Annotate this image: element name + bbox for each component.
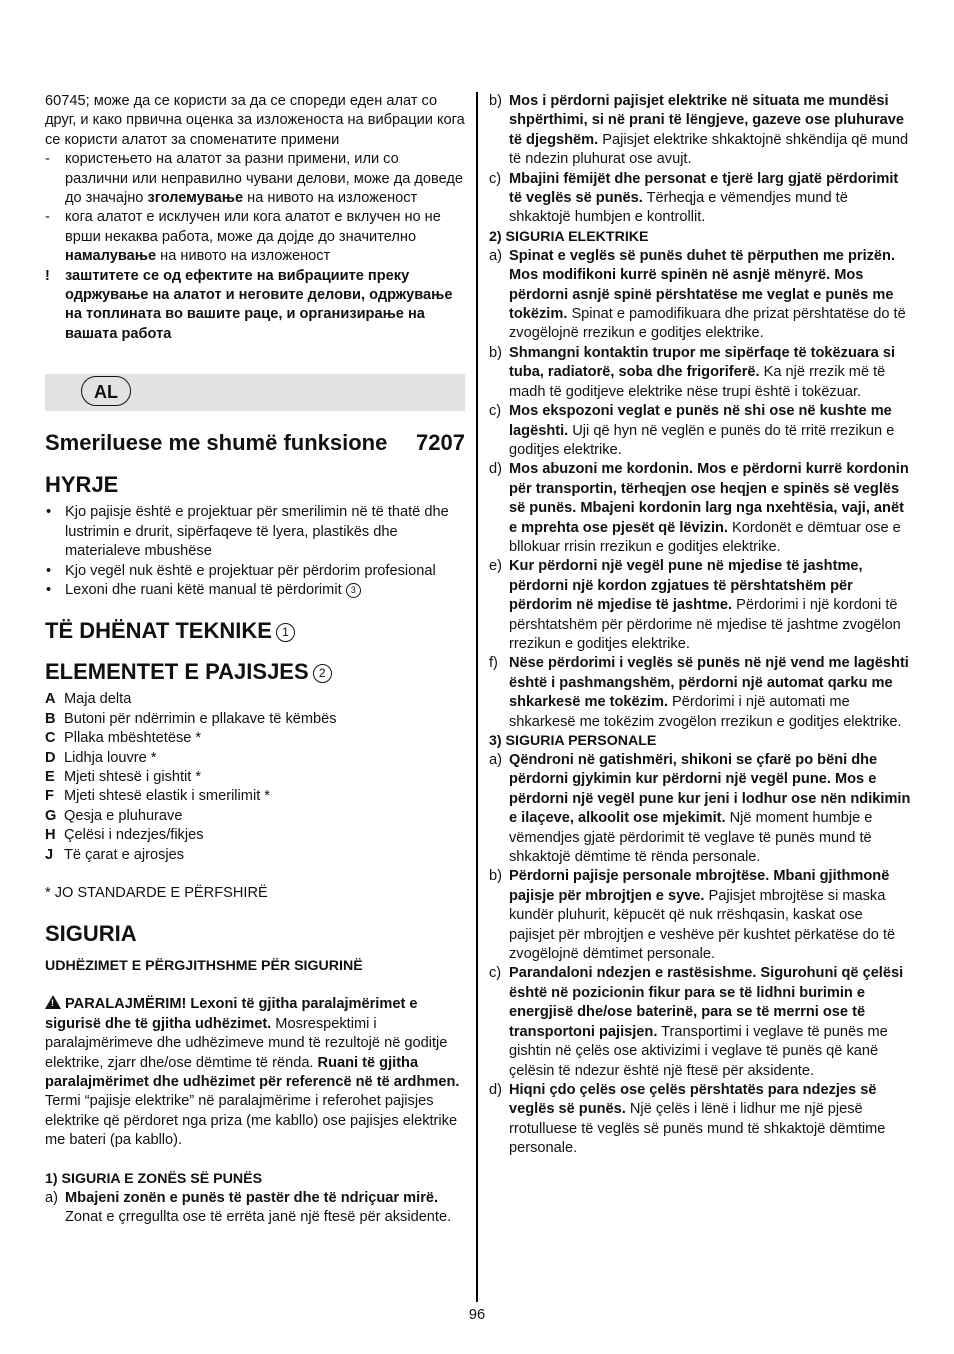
safety-items-2	[489, 247, 911, 732]
intro-bullets	[45, 503, 465, 600]
figure-ref-2: 2	[313, 664, 332, 683]
heading-elements: ELEMENTET E PAJISJES 2	[45, 658, 465, 686]
warning-paragraph: ! PARALAJMËRIM! Lexoni të gjitha paralajmërimet e sigurisë dhe të gjitha udhëzimet. Mosrespektimi i paralajmërimeve dhe udhëzimeve mund të rezultojë në goditje elektrike, zjarr dhe/ose dëmtime të rënda. Ruani të gjitha paralajmërimet dhe udhëzimet për referencë në të ardhmen. Termi “pajisje elektrike” në paralajmërime i referohet pajisjes elektrike që përdoret nga priza (me kabllo) ose pajisjes elektrike me bateri (pa kabllo).	[45, 996, 460, 1149]
parts-list	[45, 690, 465, 865]
product-title: Smeriluese me shumë funksione	[45, 430, 388, 456]
list-item: • Kjo pajisje është e projektuar për smerilimin në të thatë dhe lustrimin e drurit, sipërfaqeve të lyera, plastikës dhe materialeve mbushëse	[46, 504, 449, 560]
figure-ref-3: 3	[346, 583, 361, 598]
part-item: D Lidhja louvre *	[45, 749, 157, 766]
heading-technical-data: TË DHËNAT TEKNIKE 1	[45, 617, 465, 645]
section-personal: 3) SIGURIA PERSONALE	[489, 733, 657, 749]
part-item: E Mjeti shtesë i gishtit *	[45, 768, 202, 785]
list-item: b) Mos i përdorni pajisjet elektrike në situata me mundësi shpërthimi, si në prani të lëngjeve, gazeve ose pluhurave të djegshëm. Pajisjet elektrike shkaktojnë shkëndija që mund të ndezin pluhurat ose avujt.	[489, 93, 909, 168]
list-item: c) Mos ekspozoni veglat e punës në shi ose në kushte me lagështi. Uji që hyn në veglën e punës do të rritë rrezikun e goditjes elektrike.	[489, 403, 895, 458]
heading-hyrje: HYRJE	[45, 472, 119, 498]
right-column	[489, 92, 911, 1159]
left-column	[45, 92, 465, 1227]
model-number: 7207	[416, 430, 465, 456]
safety-items-3	[489, 751, 911, 1159]
footnote: * JO STANDARDE E PËRFSHIRË	[45, 884, 268, 901]
language-badge: AL	[81, 376, 131, 406]
part-item: B Butoni për ndërrimin e pllakave të këmbës	[45, 710, 337, 727]
part-item: C Pllaka mbështetëse *	[45, 730, 202, 747]
part-item: A Maja delta	[45, 691, 132, 708]
list-item: f) Nëse përdorimi i veglës së punës në një vend me lagështi është i pashmangshëm, përdorni një automat qarku me shkarkesë me tokëzim. Përdorimi i një automati me shkarkesë me tokëzim zvogëlon rrezikun e goditjes elektrike.	[489, 655, 909, 730]
list-item: c) Mbajini fëmijët dhe personat e tjerë larg gjatë përdorimit të veglës së punës. Tërheqja e vëmendjes mund të shkaktojë humbjen e kontrollit.	[489, 170, 899, 226]
subheading-general-safety: UDHËZIMET E PËRGJITHSHME PËR SIGURINË	[45, 958, 363, 975]
product-title-row	[45, 429, 465, 457]
list-item: b) Përdorni pajisje personale mbrojtëse. Mbani gjithmonë pajisje për mbrojtjen e syve. Pajisjet mbrojtëse si maska kundër pluhurit, këpucët që nuk rrëshqasin, kaskat ose pajisjet për mbrojtjen e veshëve për kushtet përkatëse do të zvogëlojnë dëmtimet personale.	[489, 868, 896, 963]
figure-ref-1: 1	[276, 623, 295, 642]
intro-paragraph: 60745; може да се користи за да се спореди еден алат со друг, и како првична оценка за изложеноста на вибрации кога се користи алатот за споменатите примени	[45, 93, 465, 148]
list-item: • Kjo vegël nuk është e projektuar për përdorim profesional	[46, 562, 436, 579]
warning-triangle-icon: !	[45, 995, 61, 1009]
dash-item: - користењето на алатот за разни примени, или со различни или неправилно чувани делови, може да доведе до значајно зголемување на нивото на изложеност	[45, 151, 464, 207]
part-item: G Qesja e pluhurave	[45, 807, 183, 824]
list-item: a) Spinat e veglës së punës duhet të përputhen me prizën. Mos modifikoni kurrë spinën në asnjë mënyrë. Mos përdorni asnjë spinë përshtatëse me veglat e punës me tokëzim. Spinat e pamodifikuara dhe prizat përshtatëse do të zvogëlojnë rrezikun e goditjes elektrike.	[489, 247, 906, 342]
part-item: F Mjeti shtesë elastik i smerilimit *	[45, 788, 270, 805]
section-electrical: 2) SIGURIA ELEKTRIKE	[489, 228, 649, 245]
list-item: d) Hiqni çdo çelës ose çelës përshtatës para ndezjes së veglës së punës. Një çelës i lënë i lidhur me një pjesë rrotulluese të veglës së punës mund të shkaktojë dëmtime personale.	[489, 1081, 886, 1157]
warning-note: ! заштитете се од ефектите на вибрациите преку одржување на алатот и неговите делови, одржување на топлината во вашите раце, и организирање на вашата работа	[45, 267, 453, 342]
list-item: a) Qëndroni në gatishmëri, shikoni se çfarë po bëni dhe përdorni gjykimin kur përdorni një vegël pune. Mos e përdorni një vegël pune kur jeni i lodhur ose nën ndikimin e ilaçeve, alkoolit ose mjekimit. Një moment humbje e vëmendjes gjatë përdorimit të veglave të punës mund të shkaktojë dëmtime të rënda personale.	[489, 752, 911, 866]
dash-item: - кога алатот е исклучен или кога алатот е вклучен но не врши некаква работа, може да дојде до значително намалување на нивото на изложеност	[45, 209, 441, 265]
list-item: • Lexoni dhe ruani këtë manual të përdorimit 3	[45, 581, 465, 600]
list-item: b) Shmangni kontaktin trupor me sipërfaqe të tokëzuara si tuba, radiatorë, soba dhe frigoriferë. Ka një rrezik më të madh të goditjeve elektrike nëse trupi është i tokëzuar.	[489, 344, 896, 400]
part-item: H Çelësi i ndezjes/fikjes	[45, 827, 204, 844]
section-work-area: 1) SIGURIA E ZONËS SË PUNËS	[45, 1170, 263, 1187]
language-band	[45, 374, 465, 411]
list-item: c) Parandaloni ndezjen e rastësishme. Sigurohuni që çelësi është në pozicionin fikur para se të lidhni burimin e energjisë dhe/ose baterinë, para se të merrni ose të transportoni pajisjen. Transportimi i veglave të punës me gishtin në çelës ose aktivizimi i veglave të punës që kanë çelësin të ndezur është një ftesë për aksidente.	[489, 965, 904, 1079]
part-item: J Të çarat e ajrosjes	[45, 846, 185, 863]
column-divider	[476, 92, 478, 1302]
safety-items-1	[489, 92, 911, 228]
list-item: a) Mbajeni zonën e punës të pastër dhe të ndriçuar mirë. Zonat e çrregullta ose të errëta janë një ftesë për aksidente.	[45, 1189, 452, 1226]
list-item: d) Mos abuzoni me kordonin. Mos e përdorni kurrë kordonin për transportin, tërheqjen ose heqjen e spinës së veglës së punës. Mbajeni kordonin larg nga nxehtësia, vaji, anët e mprehta ose pjesët që lëvizin. Kordonët e dëmtuar ose e bllokuar rrisin rrezikun e goditjes elektrike.	[489, 461, 909, 555]
page-number: 96	[468, 1307, 486, 1323]
heading-siguria: SIGURIA	[45, 921, 137, 947]
list-item: e) Kur përdorni një vegël pune në mjedise të jashtme, përdorni një kordon zgjatues të përshtatshëm për përdorim në mjedise të jashtme. Përdorimi i një kordoni të përshtatshëm për përdorime në mjedise të jashtme zvogëlon rrezikun e goditjes elektrike.	[489, 558, 901, 652]
